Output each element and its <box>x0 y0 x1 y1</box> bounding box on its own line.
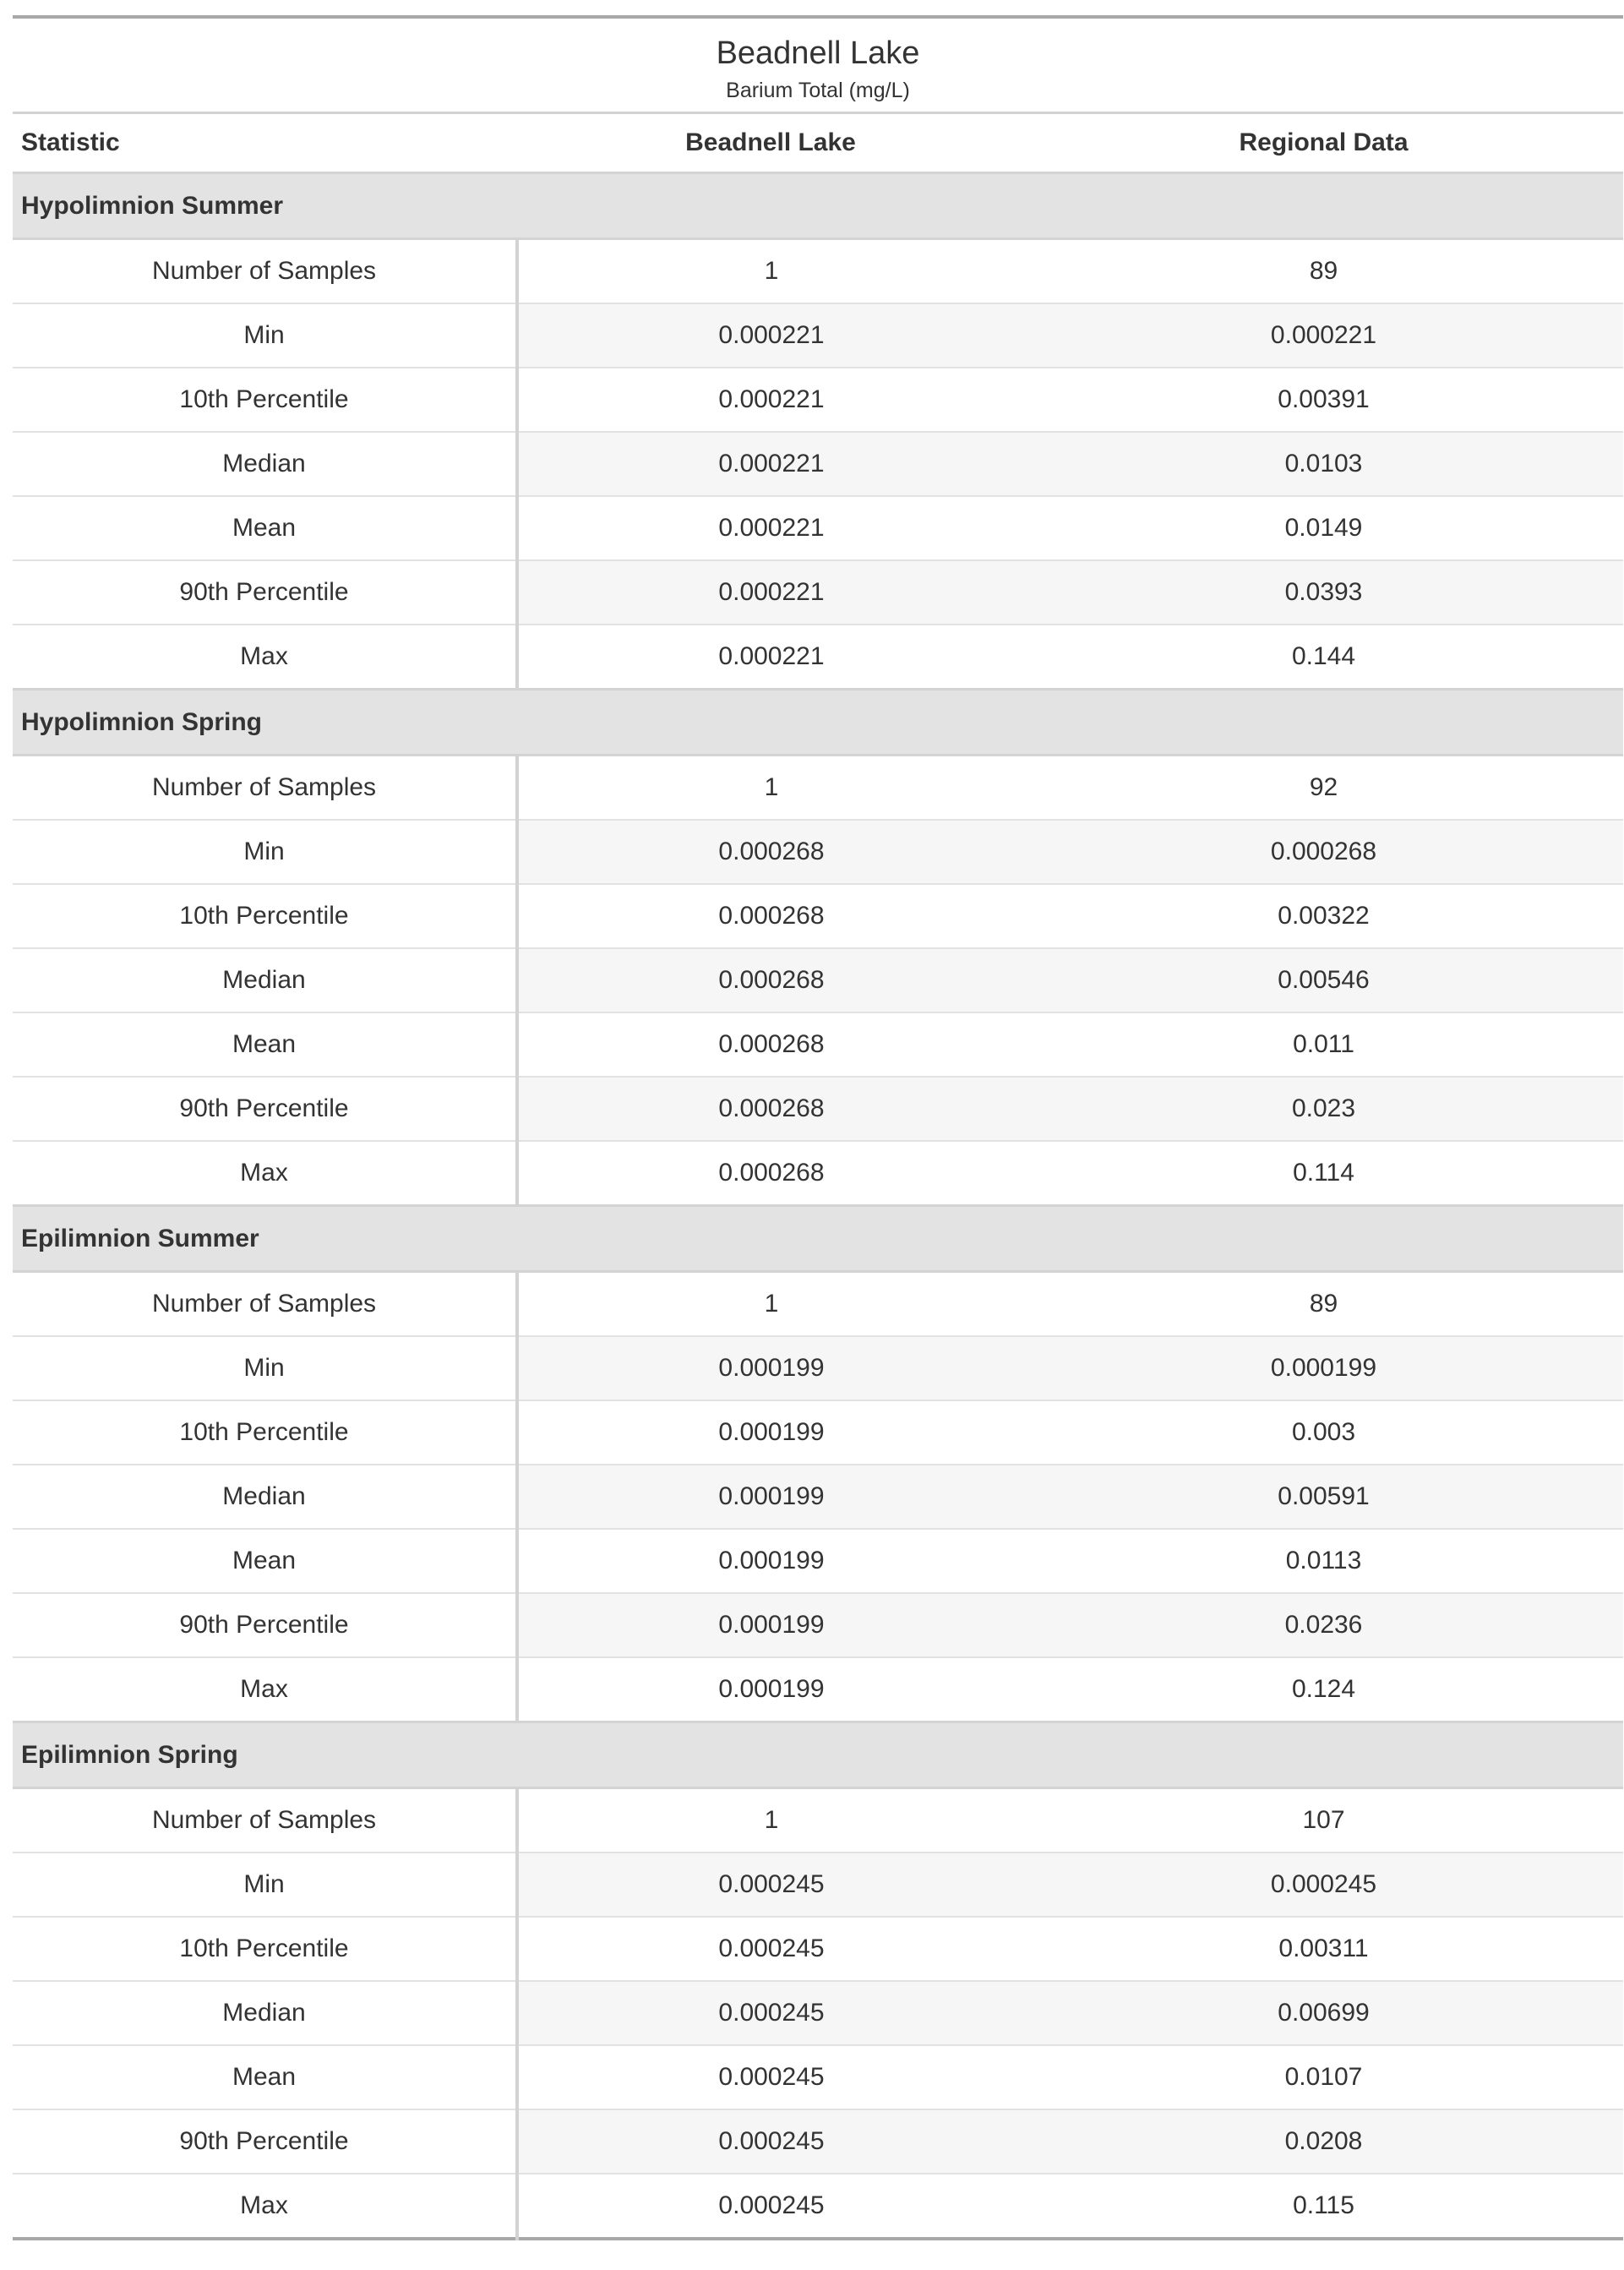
lake-value-cell: 0.000221 <box>517 368 1024 432</box>
regional-value-cell: 92 <box>1024 756 1623 821</box>
regional-value-cell: 0.114 <box>1024 1141 1623 1206</box>
regional-value-cell: 0.0236 <box>1024 1593 1623 1657</box>
regional-value-cell: 89 <box>1024 239 1623 304</box>
lake-value-cell: 0.000245 <box>517 1917 1024 1981</box>
table-row <box>13 368 1623 432</box>
table-row <box>13 1853 1623 1917</box>
table-row <box>13 756 1623 821</box>
table-row <box>13 1593 1623 1657</box>
lake-value-cell: 0.000199 <box>517 1593 1024 1657</box>
table-row <box>13 625 1623 690</box>
statistic-cell: Min <box>13 1336 517 1400</box>
table-title: Beadnell Lake <box>716 35 920 71</box>
table-row <box>13 1272 1623 1337</box>
regional-value-cell: 0.000245 <box>1024 1853 1623 1917</box>
regional-value-cell: 0.000268 <box>1024 820 1623 884</box>
regional-value-cell: 0.115 <box>1024 2174 1623 2239</box>
lake-value-cell: 0.000245 <box>517 1981 1024 2045</box>
table-row <box>13 2174 1623 2239</box>
table-row <box>13 884 1623 948</box>
regional-value-cell: 0.00391 <box>1024 368 1623 432</box>
statistic-cell: Number of Samples <box>13 756 517 821</box>
lake-value-cell: 0.000199 <box>517 1657 1024 1722</box>
statistic-cell: Min <box>13 1853 517 1917</box>
lake-value-cell: 0.000268 <box>517 820 1024 884</box>
lake-value-cell: 0.000268 <box>517 1141 1024 1206</box>
lake-value-cell: 1 <box>517 239 1024 304</box>
table-row <box>13 2109 1623 2174</box>
table-row <box>13 1336 1623 1400</box>
lake-value-cell: 0.000245 <box>517 2109 1024 2174</box>
table-row <box>13 1529 1623 1593</box>
table-row <box>13 948 1623 1012</box>
regional-value-cell: 0.003 <box>1024 1400 1623 1465</box>
table-row <box>13 1400 1623 1465</box>
table-row <box>13 1012 1623 1077</box>
regional-value-cell: 0.124 <box>1024 1657 1623 1722</box>
statistic-cell: Median <box>13 948 517 1012</box>
title-row <box>13 19 1623 73</box>
regional-value-cell: 0.011 <box>1024 1012 1623 1077</box>
table-row <box>13 303 1623 368</box>
statistic-cell: 10th Percentile <box>13 884 517 948</box>
table-row <box>13 1657 1623 1722</box>
statistic-cell: Max <box>13 1141 517 1206</box>
lake-value-cell: 0.000199 <box>517 1336 1024 1400</box>
summary-table-container <box>13 15 1623 2240</box>
table-row <box>13 239 1623 304</box>
column-header-statistic: Statistic <box>13 113 517 173</box>
group-label: Hypolimnion Spring <box>13 690 1623 756</box>
regional-value-cell: 0.0103 <box>1024 432 1623 496</box>
summary-statistics-table <box>13 15 1623 2240</box>
table-row <box>13 496 1623 560</box>
regional-value-cell: 0.00311 <box>1024 1917 1623 1981</box>
table-row <box>13 1465 1623 1529</box>
lake-value-cell: 0.000221 <box>517 432 1024 496</box>
statistic-cell: Mean <box>13 2045 517 2109</box>
lake-value-cell: 0.000199 <box>517 1400 1024 1465</box>
statistic-cell: 10th Percentile <box>13 1917 517 1981</box>
table-header <box>13 17 1623 173</box>
regional-value-cell: 0.023 <box>1024 1077 1623 1141</box>
statistic-cell: 90th Percentile <box>13 560 517 625</box>
table-row <box>13 1981 1623 2045</box>
statistic-cell: Min <box>13 820 517 884</box>
lake-value-cell: 0.000245 <box>517 2174 1024 2239</box>
regional-value-cell: 0.00699 <box>1024 1981 1623 2045</box>
regional-value-cell: 107 <box>1024 1788 1623 1853</box>
statistic-cell: 90th Percentile <box>13 1077 517 1141</box>
statistic-cell: Mean <box>13 496 517 560</box>
statistic-cell: Min <box>13 303 517 368</box>
table-row <box>13 432 1623 496</box>
statistic-cell: Mean <box>13 1529 517 1593</box>
lake-value-cell: 0.000268 <box>517 884 1024 948</box>
lake-value-cell: 0.000245 <box>517 2045 1024 2109</box>
regional-value-cell: 0.00322 <box>1024 884 1623 948</box>
group-row <box>13 173 1623 239</box>
group-label: Epilimnion Spring <box>13 1722 1623 1788</box>
table-row <box>13 1917 1623 1981</box>
statistic-cell: Mean <box>13 1012 517 1077</box>
statistic-cell: Max <box>13 2174 517 2239</box>
lake-value-cell: 0.000268 <box>517 1012 1024 1077</box>
table-row <box>13 2045 1623 2109</box>
table-row <box>13 560 1623 625</box>
group-row <box>13 1206 1623 1272</box>
regional-value-cell: 0.0113 <box>1024 1529 1623 1593</box>
regional-value-cell: 0.0107 <box>1024 2045 1623 2109</box>
table-subtitle: Barium Total (mg/L) <box>13 73 1623 113</box>
statistic-cell: Max <box>13 1657 517 1722</box>
statistic-cell: Median <box>13 432 517 496</box>
statistic-cell: Number of Samples <box>13 1272 517 1337</box>
group-row <box>13 1722 1623 1788</box>
column-header-lake: Beadnell Lake <box>517 113 1024 173</box>
statistic-cell: Number of Samples <box>13 1788 517 1853</box>
statistic-cell: Median <box>13 1465 517 1529</box>
lake-value-cell: 0.000221 <box>517 303 1024 368</box>
lake-value-cell: 1 <box>517 1272 1024 1337</box>
lake-value-cell: 0.000221 <box>517 496 1024 560</box>
table-row <box>13 1141 1623 1206</box>
table-body <box>13 173 1623 2240</box>
lake-value-cell: 0.000221 <box>517 625 1024 690</box>
regional-value-cell: 0.0149 <box>1024 496 1623 560</box>
regional-value-cell: 0.000221 <box>1024 303 1623 368</box>
regional-value-cell: 0.000199 <box>1024 1336 1623 1400</box>
group-label: Epilimnion Summer <box>13 1206 1623 1272</box>
table-row <box>13 1788 1623 1853</box>
subtitle-row <box>13 73 1623 113</box>
lake-value-cell: 0.000199 <box>517 1465 1024 1529</box>
statistic-cell: 90th Percentile <box>13 2109 517 2174</box>
regional-value-cell: 0.0393 <box>1024 560 1623 625</box>
lake-value-cell: 0.000268 <box>517 1077 1024 1141</box>
group-label: Hypolimnion Summer <box>13 173 1623 239</box>
column-header-row <box>13 113 1623 173</box>
lake-value-cell: 1 <box>517 1788 1024 1853</box>
statistic-cell: Number of Samples <box>13 239 517 304</box>
lake-value-cell: 0.000199 <box>517 1529 1024 1593</box>
bottom-rule <box>13 2239 1623 2240</box>
column-header-regional: Regional Data <box>1024 113 1623 173</box>
lake-value-cell: 0.000268 <box>517 948 1024 1012</box>
regional-value-cell: 0.00591 <box>1024 1465 1623 1529</box>
lake-value-cell: 1 <box>517 756 1024 821</box>
regional-value-cell: 0.00546 <box>1024 948 1623 1012</box>
regional-value-cell: 89 <box>1024 1272 1623 1337</box>
regional-value-cell: 0.144 <box>1024 625 1623 690</box>
statistic-cell: 10th Percentile <box>13 1400 517 1465</box>
statistic-cell: Median <box>13 1981 517 2045</box>
statistic-cell: 90th Percentile <box>13 1593 517 1657</box>
table-row <box>13 1077 1623 1141</box>
lake-value-cell: 0.000221 <box>517 560 1024 625</box>
table-row <box>13 820 1623 884</box>
statistic-cell: Max <box>13 625 517 690</box>
lake-value-cell: 0.000245 <box>517 1853 1024 1917</box>
regional-value-cell: 0.0208 <box>1024 2109 1623 2174</box>
statistic-cell: 10th Percentile <box>13 368 517 432</box>
group-row <box>13 690 1623 756</box>
